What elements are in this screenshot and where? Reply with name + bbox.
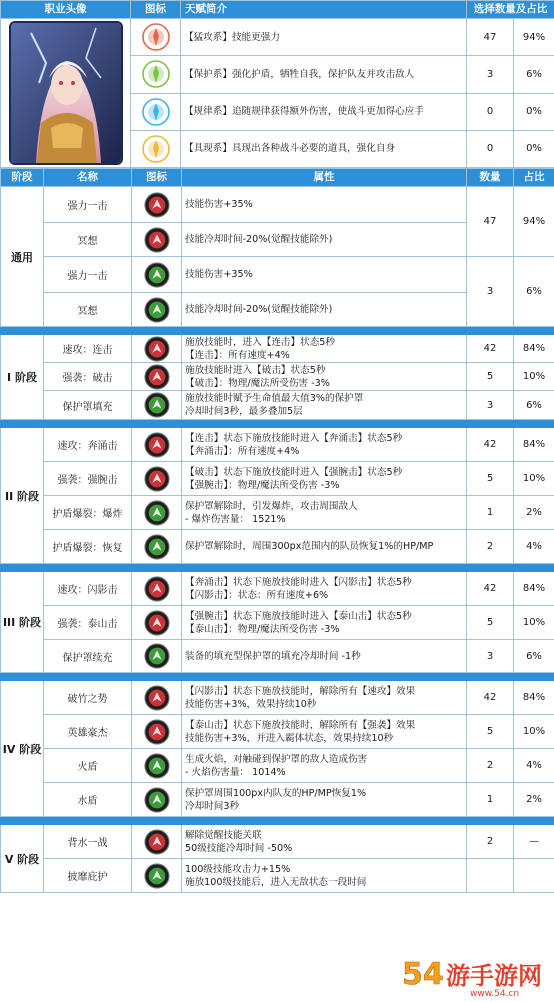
skill-name: 披靡庇护 (44, 859, 132, 893)
skill-desc-line: 生成火焰，对触碰到保护罩的敌人造成伤害 (185, 753, 368, 765)
skill-desc-line: 【奔涌击】：所有速度+4% (185, 445, 300, 457)
skill-desc (182, 749, 467, 783)
skill-pct: 94% (514, 187, 554, 257)
skill-row (1, 462, 554, 496)
skill-desc-line: 50级技能冷却时间 -50% (185, 842, 293, 854)
header-icon: 图标 (132, 169, 182, 187)
skill-desc (182, 391, 467, 420)
talent-table (0, 0, 554, 168)
skill-pct: 2% (514, 496, 554, 530)
skill-count: 5 (467, 606, 514, 640)
talent-pct: 0% (514, 93, 554, 130)
stage-label: I 阶段 (1, 335, 44, 420)
skill-icon (144, 576, 170, 602)
skill-header-row (1, 169, 554, 187)
skill-icon (144, 534, 170, 560)
skill-icon (144, 192, 170, 218)
skill-count: 3 (467, 640, 514, 673)
skill-desc (182, 606, 467, 640)
skill-desc-line: 解除觉醒技能关联 (185, 829, 262, 841)
skill-pct: 84% (514, 428, 554, 462)
skill-count (467, 859, 514, 893)
talent-desc: 【保护系】强化护盾，牺牲自我，保护队友并攻击敌人 (181, 56, 467, 93)
skill-name: 保护罩填充 (44, 391, 132, 420)
skill-name: 护盾爆裂：恢复 (44, 530, 132, 564)
skill-desc (182, 428, 467, 462)
skill-icon (144, 719, 170, 745)
skill-pct: 4% (514, 530, 554, 564)
skill-pct: 10% (514, 462, 554, 496)
talent-pct: 6% (514, 56, 554, 93)
talent-icon-cell (131, 56, 181, 93)
skill-row (1, 428, 554, 462)
skill-count: 5 (467, 715, 514, 749)
stage-separator (1, 817, 554, 825)
skill-desc (182, 715, 467, 749)
skill-desc-line: 【闪影击】：状态：所有速度+6% (185, 589, 329, 601)
skill-icon-cell (132, 825, 182, 859)
skill-icon-cell (132, 428, 182, 462)
skill-name: 保护罩续充 (44, 640, 132, 673)
skill-name: 速攻：闪影击 (44, 572, 132, 606)
talent-header-row (1, 1, 554, 19)
skill-icon (144, 227, 170, 253)
skill-icon (144, 610, 170, 636)
skill-desc-line: 【破击】状态下施放技能时进入【强腕击】状态5秒 (185, 466, 403, 478)
skill-pct: 10% (514, 715, 554, 749)
skill-count: 1 (467, 783, 514, 817)
skill-desc-line: 【强腕击】状态下施放技能时进入【泰山击】状态5秒 (185, 610, 412, 622)
skill-desc-line: 装备的填充型保护罩的填充冷却时间 -1秒 (185, 650, 361, 662)
skill-row (1, 187, 554, 223)
skill-name: 水盾 (44, 783, 132, 817)
skill-row (1, 859, 554, 893)
skill-desc-line: 施放技能时赋予生命值最大值3%的保护罩 (185, 393, 364, 404)
skill-pct (514, 859, 554, 893)
stage-label: 通用 (1, 187, 44, 327)
header-portrait: 职业头像 (1, 1, 131, 19)
stage-separator (1, 420, 554, 428)
skill-row (1, 363, 554, 391)
svg-text:游手游网: 游手游网 (446, 962, 542, 990)
skill-row (1, 715, 554, 749)
skill-desc-line: 【连击】：所有速度+4% (185, 349, 290, 361)
skill-icon (144, 392, 170, 418)
skill-icon (144, 500, 170, 526)
skill-desc-line: 施放技能时进入【破击】状态5秒 (185, 364, 326, 376)
skill-row (1, 530, 554, 564)
stage-separator (1, 327, 554, 335)
skill-desc-line: 【强腕击】：物理/魔法所受伤害 -3% (185, 479, 340, 491)
skill-desc-line: 技能伤害+3%，并进入霸体状态，效果持续10秒 (185, 732, 394, 744)
talent-count: 0 (467, 93, 514, 130)
skill-name: 背水一战 (44, 825, 132, 859)
skill-row (1, 496, 554, 530)
skill-desc (182, 681, 467, 715)
talent-desc: 【具现系】具现出各种战斗必要的道具，强化自身 (181, 130, 467, 167)
class-portrait (9, 21, 123, 165)
skill-desc-line: 保护罩解除时，周围300px范围内的队员恢复1%的HP/MP (185, 541, 434, 552)
talent-desc: 【猛攻系】技能更强力 (181, 19, 467, 56)
skill-count: 42 (467, 572, 514, 606)
talent-pct: 0% (514, 130, 554, 167)
stage-separator (1, 564, 554, 572)
skill-desc-line: 【奔涌击】状态下施放技能时进入【闪影击】状态5秒 (185, 576, 412, 588)
skill-row (1, 606, 554, 640)
skill-name: 冥想 (44, 293, 132, 327)
skill-desc-line: 技能冷却时间-20%(觉醒技能除外) (185, 304, 333, 315)
manifest-talent-icon (141, 134, 171, 164)
skill-icon-cell (132, 257, 182, 293)
stage-label: IV 阶段 (1, 681, 44, 817)
skill-icon-cell (132, 859, 182, 893)
skill-name: 速攻：连击 (44, 335, 132, 363)
skill-desc (182, 462, 467, 496)
header-stage: 阶段 (1, 169, 44, 187)
skill-desc (182, 640, 467, 673)
skill-desc-line: 【闪影击】状态下施放技能时，解除所有【速攻】效果 (185, 685, 416, 697)
header-intro: 天赋简介 (181, 1, 467, 19)
talent-icon-cell (131, 130, 181, 167)
skill-name: 强力一击 (44, 187, 132, 223)
talent-count: 0 (467, 130, 514, 167)
stage-separator (1, 673, 554, 681)
skill-pct: 6% (514, 640, 554, 673)
skill-desc-line: 100级技能攻击力+15% (185, 863, 291, 875)
talent-pct: 94% (514, 19, 554, 56)
skill-count: 3 (467, 391, 514, 420)
header-attr: 属性 (182, 169, 467, 187)
stage-label: III 阶段 (1, 572, 44, 673)
skill-name: 强袭：破击 (44, 363, 132, 391)
skill-pct: 84% (514, 335, 554, 363)
site-watermark-logo (400, 952, 550, 998)
skill-icon (144, 364, 170, 390)
skill-count: 2 (467, 530, 514, 564)
skill-icon-cell (132, 223, 182, 257)
skill-icon-cell (132, 293, 182, 327)
skill-icon (144, 643, 170, 669)
skill-count: 3 (467, 257, 514, 327)
skill-icon-cell (132, 187, 182, 223)
skill-desc (182, 293, 467, 327)
header-count: 数量 (467, 169, 514, 187)
skill-desc-line: 技能伤害+3%，效果持续10秒 (185, 698, 317, 710)
skill-desc-line: 【连击】状态下施放技能时进入【奔涌击】状态5秒 (185, 432, 403, 444)
talent-count: 3 (467, 56, 514, 93)
skill-icon-cell (132, 391, 182, 420)
skill-row (1, 572, 554, 606)
header-icon: 图标 (131, 1, 181, 19)
skill-count: 1 (467, 496, 514, 530)
skill-desc-line: 施放技能时，进入【连击】状态5秒 (185, 336, 336, 348)
skill-icon-cell (132, 606, 182, 640)
skill-desc-line: - 火焰伤害量： 1014% (185, 766, 286, 778)
skill-icon (144, 685, 170, 711)
class-portrait-cell (1, 19, 131, 168)
skill-icon-cell (132, 681, 182, 715)
skill-row (1, 335, 554, 363)
skill-table (0, 168, 554, 893)
skill-desc (182, 530, 467, 564)
skill-icon (144, 829, 170, 855)
skill-row (1, 749, 554, 783)
skill-icon (144, 753, 170, 779)
skill-name: 火盾 (44, 749, 132, 783)
skill-desc-line: 【破击】：物理/魔法所受伤害 -3% (185, 377, 330, 389)
skill-desc (182, 257, 467, 293)
skill-pct: 10% (514, 363, 554, 391)
skill-pct: — (514, 825, 554, 859)
skill-desc-line: 保护罩周围100px内队友的HP/MP恢复1% (185, 787, 367, 799)
skill-row (1, 257, 554, 293)
skill-icon (144, 466, 170, 492)
skill-count: 42 (467, 428, 514, 462)
skill-icon (144, 262, 170, 288)
talent-row (1, 19, 554, 56)
skill-desc (182, 187, 467, 223)
skill-pct: 10% (514, 606, 554, 640)
skill-desc-line: 施放100级技能后，进入无敌状态一段时间 (185, 876, 367, 888)
skill-desc (182, 572, 467, 606)
skill-desc-line: 【泰山击】：物理/魔法所受伤害 -3% (185, 623, 340, 635)
svg-text:54: 54 (402, 957, 444, 992)
header-name: 名称 (44, 169, 132, 187)
skill-icon-cell (132, 640, 182, 673)
talent-count: 47 (467, 19, 514, 56)
skill-icon-cell (132, 335, 182, 363)
skill-row (1, 681, 554, 715)
skill-name: 护盾爆裂：爆炸 (44, 496, 132, 530)
skill-desc (182, 363, 467, 391)
skill-name: 强力一击 (44, 257, 132, 293)
skill-row (1, 783, 554, 817)
skill-row (1, 640, 554, 673)
skill-icon-cell (132, 363, 182, 391)
skill-desc-line: 技能伤害+35% (185, 199, 253, 210)
skill-count: 2 (467, 825, 514, 859)
skill-row (1, 825, 554, 859)
skill-name: 破竹之势 (44, 681, 132, 715)
talent-icon-cell (131, 93, 181, 130)
stage-label: II 阶段 (1, 428, 44, 564)
svg-text:www.54.cn: www.54.cn (470, 989, 520, 998)
skill-desc (182, 825, 467, 859)
talent-icon-cell (131, 19, 181, 56)
skill-icon (144, 787, 170, 813)
skill-count: 42 (467, 335, 514, 363)
skill-desc (182, 223, 467, 257)
skill-icon (144, 432, 170, 458)
skill-icon-cell (132, 496, 182, 530)
skill-icon-cell (132, 783, 182, 817)
skill-count: 2 (467, 749, 514, 783)
talent-desc: 【规律系】追随规律获得额外伤害，使战斗更加得心应手 (181, 93, 467, 130)
skill-row (1, 391, 554, 420)
header-pct: 占比 (514, 169, 554, 187)
skill-desc-line: 技能冷却时间-20%(觉醒技能除外) (185, 234, 333, 245)
skill-desc-line: - 爆炸伤害量： 1521% (185, 513, 286, 525)
skill-desc-line: 技能伤害+35% (185, 269, 253, 280)
shield-talent-icon (141, 59, 171, 89)
skill-desc (182, 496, 467, 530)
skill-desc (182, 783, 467, 817)
skill-icon (144, 297, 170, 323)
skill-desc-line: 冷却时间3秒 (185, 800, 240, 812)
skill-name: 强袭：强腕击 (44, 462, 132, 496)
header-count-pct: 选择数量及占比 (467, 1, 554, 19)
skill-icon (144, 336, 170, 362)
fire-talent-icon (141, 22, 171, 52)
skill-desc (182, 859, 467, 893)
skill-count: 42 (467, 681, 514, 715)
skill-pct: 4% (514, 749, 554, 783)
skill-desc-line: 【泰山击】状态下施放技能时，解除所有【强袭】效果 (185, 719, 416, 731)
skill-pct: 6% (514, 257, 554, 327)
rule-talent-icon (141, 97, 171, 127)
skill-pct: 6% (514, 391, 554, 420)
skill-pct: 84% (514, 572, 554, 606)
skill-name: 强袭：泰山击 (44, 606, 132, 640)
skill-pct: 84% (514, 681, 554, 715)
stage-label: V 阶段 (1, 825, 44, 893)
skill-icon-cell (132, 572, 182, 606)
skill-icon (144, 863, 170, 889)
skill-name: 速攻：奔涌击 (44, 428, 132, 462)
skill-count: 47 (467, 187, 514, 257)
skill-desc-line: 保护罩解除时，引发爆炸，攻击周围敌人 (185, 500, 358, 512)
skill-icon-cell (132, 749, 182, 783)
skill-icon-cell (132, 530, 182, 564)
skill-name: 英雄豪杰 (44, 715, 132, 749)
skill-pct: 2% (514, 783, 554, 817)
skill-icon-cell (132, 715, 182, 749)
skill-desc-line: 冷却时间3秒，最多叠加5层 (185, 406, 303, 417)
skill-desc (182, 335, 467, 363)
skill-count: 5 (467, 462, 514, 496)
skill-name: 冥想 (44, 223, 132, 257)
skill-count: 5 (467, 363, 514, 391)
skill-icon-cell (132, 462, 182, 496)
